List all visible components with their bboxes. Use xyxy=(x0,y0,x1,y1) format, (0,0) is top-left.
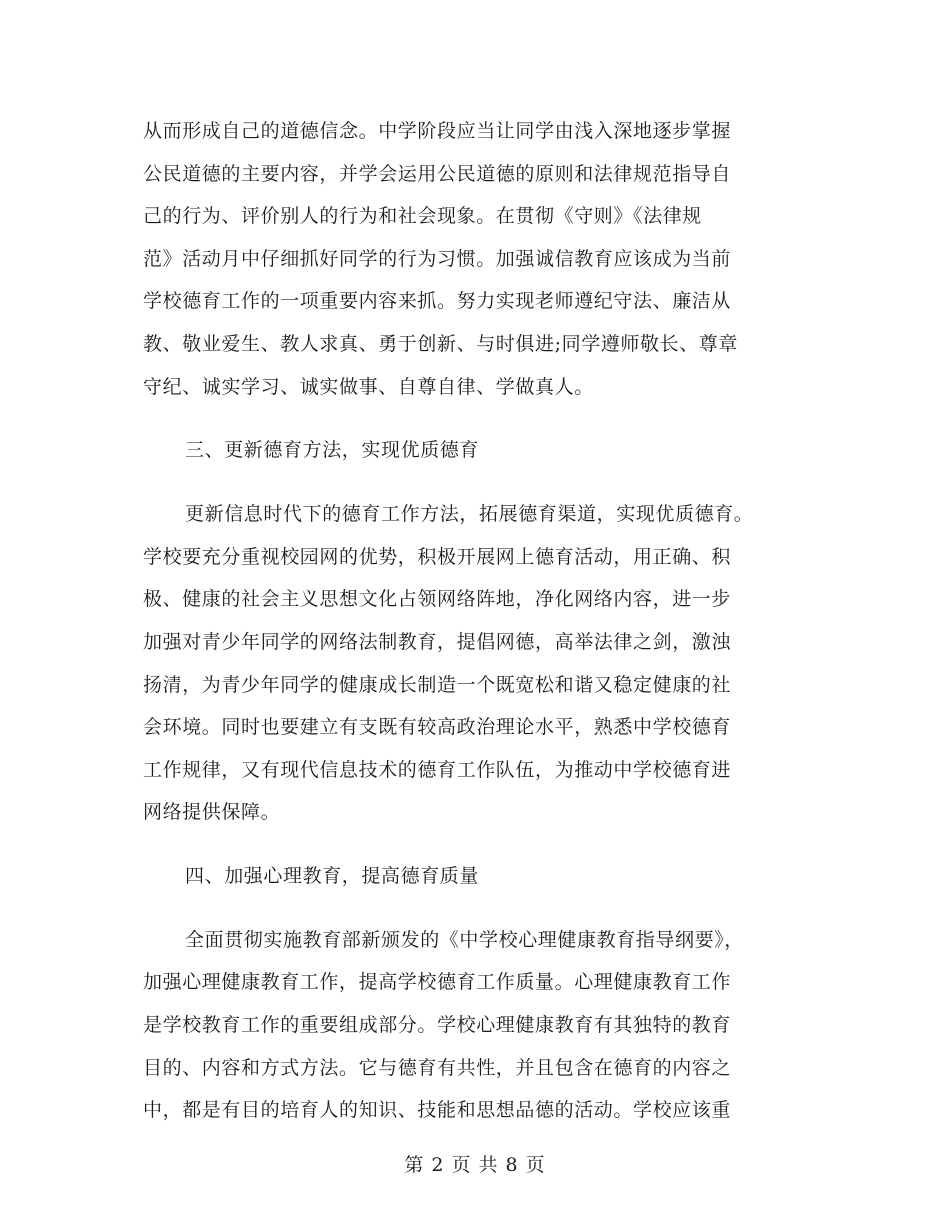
text-line: 公民道德的主要内容，并学会运用公民道德的原则和法律规范指导自 xyxy=(143,162,732,185)
text-line: 加强心理健康教育工作，提高学校德育工作质量。心理健康教育工作 xyxy=(143,971,732,994)
text-line: 中，都是有目的培育人的知识、技能和思想品德的活动。学校应该重 xyxy=(143,1099,732,1122)
paragraph-3 xyxy=(143,919,823,1132)
text-line: 己的行为、评价别人的行为和社会现象。在贯彻《守则》《法律规 xyxy=(143,205,702,228)
paragraph-spacer xyxy=(143,408,823,429)
text-line: 全面贯彻实施教育部新颁发的《中学校心理健康教育指导纲要》， xyxy=(185,928,744,951)
paragraph-1 xyxy=(143,110,823,408)
text-line: 网络提供保障。 xyxy=(143,801,281,824)
text-line: 更新信息时代下的德育工作方法，拓展德育渠道，实现优质德育。 xyxy=(185,503,754,526)
text-line: 学校德育工作的一项重要内容来抓。努力实现老师遵纪守法、廉洁从 xyxy=(143,290,732,313)
page-number-footer: 第 2 页 共 8 页 xyxy=(404,1154,546,1176)
paragraph-spacer xyxy=(143,472,823,493)
section-heading-3: 三、更新德育方法，实现优质德育 xyxy=(185,439,480,462)
text-line: 守纪、诚实学习、诚实做事、自尊自律、学做真人。 xyxy=(143,375,594,398)
paragraph-spacer xyxy=(143,898,823,919)
text-line: 目的、内容和方式方法。它与德育有共性，并且包含在德育的内容之 xyxy=(143,1056,732,1079)
text-line: 是学校教育工作的重要组成部分。学校心理健康教育有其独特的教育 xyxy=(143,1014,732,1037)
text-line: 加强对青少年同学的网络法制教育，提倡网德，高举法律之剑，激浊 xyxy=(143,630,732,653)
text-line: 教、敬业爱生、教人求真、勇于创新、与时俱进;同学遵师敬长、尊章 xyxy=(143,332,739,355)
text-line: 学校要充分重视校园网的优势，积极开展网上德育活动，用正确、积 xyxy=(143,545,732,568)
text-line: 扬清，为青少年同学的健康成长制造一个既宽松和谐又稳定健康的社 xyxy=(143,673,732,696)
paragraph-2 xyxy=(143,493,823,834)
text-line: 会环境。同时也要建立有支既有较高政治理论水平，熟悉中学校德育 xyxy=(143,716,732,739)
text-line: 范》活动月中仔细抓好同学的行为习惯。加强诚信教育应该成为当前 xyxy=(143,247,732,270)
text-line: 极、健康的社会主义思想文化占领网络阵地，净化网络内容，进一步 xyxy=(143,588,732,611)
text-line: 工作规律，又有现代信息技术的德育工作队伍，为推动中学校德育进 xyxy=(143,758,732,781)
document-body xyxy=(143,110,823,1132)
section-heading-4: 四、加强心理教育，提高德育质量 xyxy=(185,865,480,888)
text-line: 从而形成自己的道德信念。中学阶段应当让同学由浅入深地逐步掌握 xyxy=(143,120,732,142)
paragraph-spacer xyxy=(143,834,823,855)
